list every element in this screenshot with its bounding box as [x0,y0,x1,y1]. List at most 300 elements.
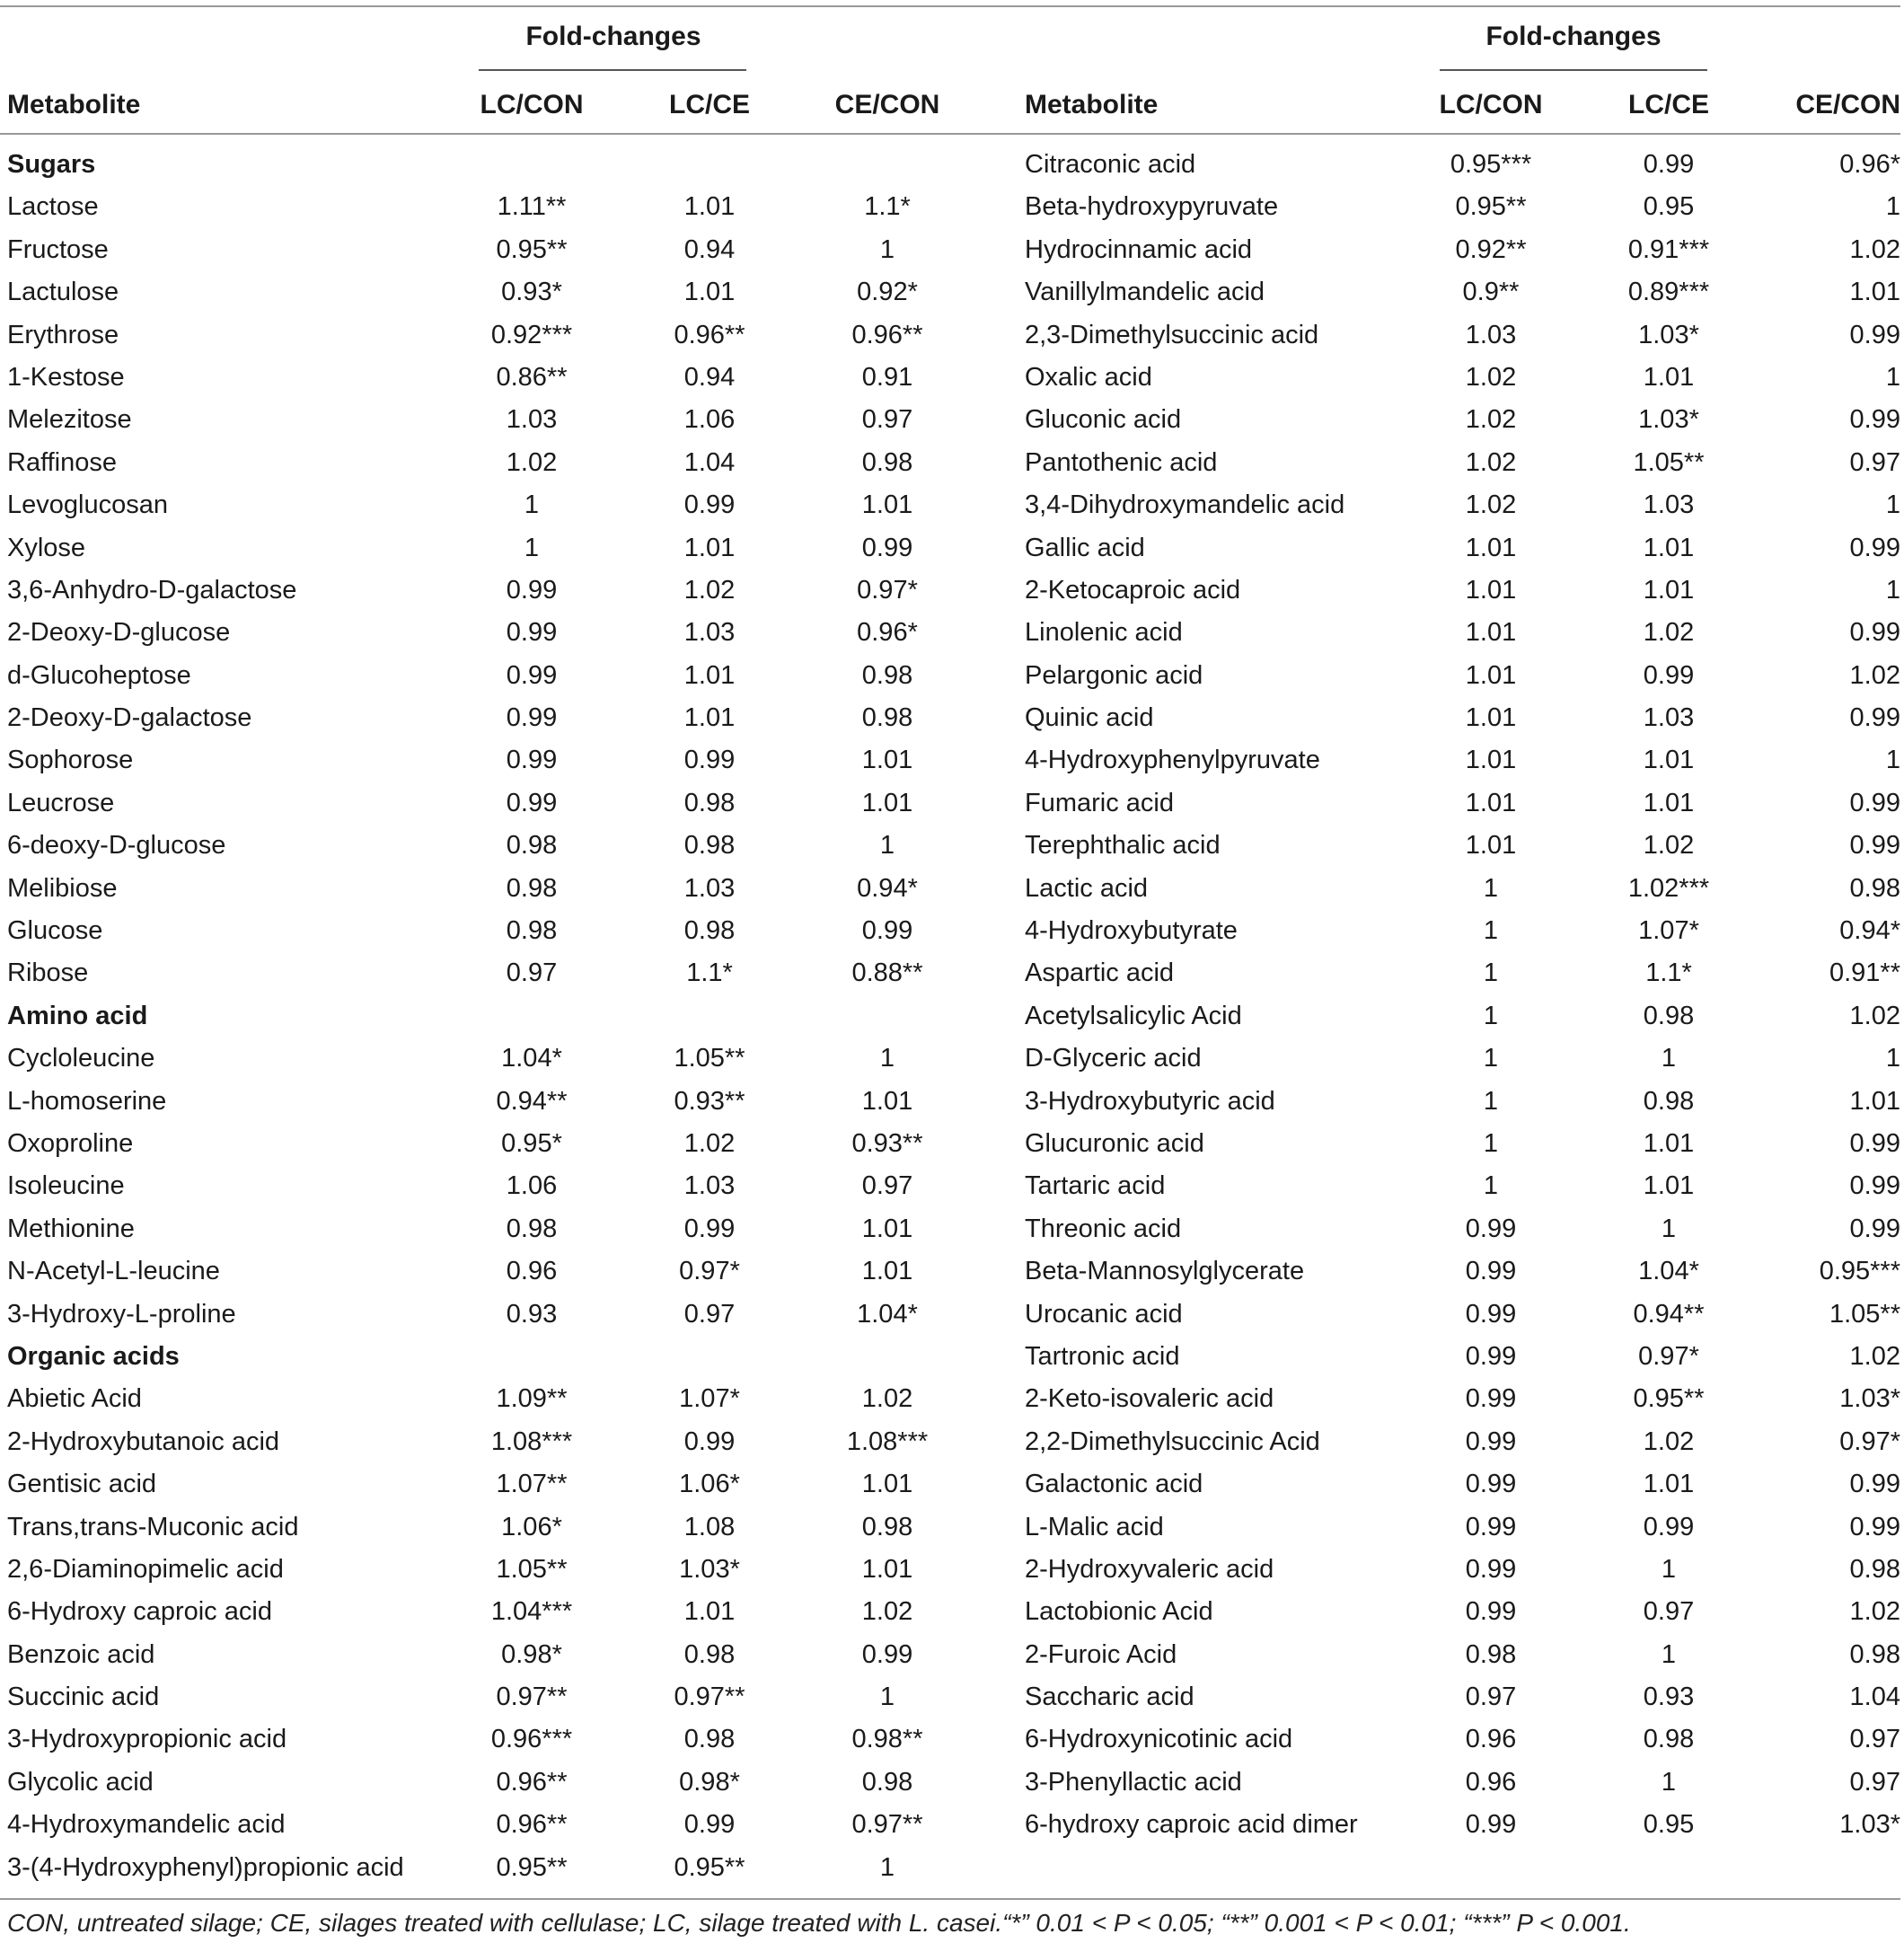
lc-con-value: 0.99 [506,703,558,733]
lc-con-value: 0.99 [506,788,558,817]
ce-con-value: 1.01 [861,1470,913,1499]
lc-con-value: 1.08*** [490,1426,573,1456]
ce-con-value: 1.01 [1849,278,1900,307]
ce-con-value: 0.97 [1849,1767,1900,1797]
ce-con-value: 0.99 [1849,1470,1900,1499]
lc-con-value: 1.01 [1465,575,1517,605]
lc-ce-header-left: LC/CE [669,90,750,119]
metabolite-name: 3,6-Anhydro-D-galactose [7,575,297,605]
header-rule [0,133,1900,135]
lc-ce-value: 1.03* [1638,320,1699,349]
metabolite-name: Benzoic acid [7,1639,155,1669]
fold-changes-rule-right [1440,69,1707,71]
metabolite-name: Linolenic acid [1025,618,1183,648]
metabolite-name: Raffinose [7,447,117,477]
lc-con-value: 1 [524,490,540,520]
lc-ce-value: 0.98 [1643,1001,1695,1030]
ce-con-value: 1.01 [861,1086,913,1116]
lc-con-value: 0.99 [1465,1554,1517,1584]
metabolite-name: Vanillylmandelic acid [1025,278,1265,307]
ce-con-value: 0.97 [861,1171,913,1201]
metabolite-name: Terephthalic acid [1025,831,1221,861]
metabolite-name: 2,3-Dimethylsuccinic acid [1025,320,1319,349]
ce-con-value: 0.97* [1839,1426,1900,1456]
lc-con-value: 1.02 [506,447,558,477]
ce-con-header-right: CE/CON [1795,90,1900,119]
lc-con-value: 1.01 [1465,831,1517,861]
ce-con-value: 0.99 [861,533,913,562]
lc-con-value: 0.99 [1465,1214,1517,1243]
metabolite-name: 2-Deoxy-D-glucose [7,618,231,648]
ce-con-value: 0.98 [861,447,913,477]
lc-con-value: 1.11** [497,192,567,222]
metabolite-name: Glycolic acid [7,1767,154,1797]
lc-ce-value: 1.07* [1638,916,1699,946]
lc-con-value: 0.98 [506,916,558,946]
ce-con-value: 1 [879,1852,895,1882]
lc-ce-value: 1.01 [683,278,736,307]
metabolite-name: 4-Hydroxyphenylpyruvate [1025,746,1320,775]
metabolite-name: 3-Phenyllactic acid [1025,1767,1242,1797]
lc-con-value: 0.92*** [490,320,573,349]
lc-ce-value [629,995,790,1038]
metabolite-name: Oxalic acid [1025,362,1152,392]
metabolite-name: Isoleucine [7,1171,125,1201]
lc-con-value [451,144,613,186]
lc-con-value: 0.96** [496,1767,568,1797]
lc-ce-value: 1 [1661,1767,1677,1797]
lc-con-value: 1 [1483,1128,1499,1158]
metabolite-name: Fructose [7,234,109,264]
fold-changes-label-left: Fold-changes [525,22,701,51]
metabolite-name: L-Malic acid [1025,1512,1164,1541]
lc-ce-value: 0.98 [683,916,736,946]
metabolite-name: Gallic acid [1025,533,1145,562]
metabolite-name: Acetylsalicylic Acid [1025,1001,1242,1030]
ce-con-value: 0.95*** [1819,1257,1900,1286]
metabolite-name: Citraconic acid [1025,150,1196,179]
metabolite-name: Melezitose [7,405,132,435]
lc-con-value: 1.02 [1465,490,1517,520]
ce-con-value: 0.98** [851,1725,923,1754]
ce-con-value: 1.05** [1829,1299,1900,1329]
metabolite-name: 2-Hydroxyvaleric acid [1025,1554,1274,1584]
metabolite-name: Tartaric acid [1025,1171,1166,1201]
ce-con-value: 0.98 [861,1512,913,1541]
metabolite-header-left: Metabolite [7,90,141,119]
left-lc-con-column [451,144,613,1889]
lc-ce-value: 1.01 [683,192,736,222]
metabolite-name: Gentisic acid [7,1470,157,1499]
ce-con-value: 0.94* [857,873,918,903]
metabolite-name: Beta-Mannosylglycerate [1025,1257,1305,1286]
lc-con-value: 1.01 [1465,703,1517,733]
lc-ce-value: 1.03* [1638,405,1699,435]
lc-con-value: 1.01 [1465,618,1517,648]
lc-ce-value: 0.94** [1633,1299,1705,1329]
lc-ce-value: 0.99 [683,746,736,775]
ce-con-value: 0.99 [861,1639,913,1669]
lc-ce-value: 1.02 [1643,1426,1695,1456]
lc-con-value: 0.95** [1455,192,1527,222]
lc-con-value: 0.98 [1465,1639,1517,1669]
ce-con-value: 0.94* [1839,916,1900,946]
metabolite-name: Trans,trans-Muconic acid [7,1512,299,1541]
lc-con-value: 0.99 [1465,1384,1517,1414]
lc-ce-value: 0.99 [683,1214,736,1243]
metabolite-name: Succinic acid [7,1682,160,1712]
lc-con-value: 0.95** [496,1852,568,1882]
lc-ce-value: 1.06 [683,405,736,435]
metabolite-name: Abietic Acid [7,1384,142,1414]
lc-ce-value: 0.93 [1643,1682,1695,1712]
lc-con-value: 1 [1483,958,1499,988]
lc-ce-value: 1.02*** [1627,873,1710,903]
metabolite-name: Erythrose [7,320,119,349]
ce-con-value: 1.02 [1849,660,1900,690]
lc-con-value: 0.93* [501,278,562,307]
metabolite-name: Threonic acid [1025,1214,1182,1243]
lc-ce-value: 1.04* [1638,1257,1699,1286]
lc-ce-value: 0.99 [683,1810,736,1840]
lc-con-value: 0.98 [506,831,558,861]
lc-ce-value: 1.01 [1643,362,1695,392]
lc-ce-value: 0.99 [683,490,736,520]
metabolite-name: 2-Deoxy-D-galactose [7,703,252,733]
ce-con-value: 1.08*** [846,1426,929,1456]
ce-con-value: 1.02 [1849,1341,1900,1371]
lc-ce-value: 1.01 [1643,575,1695,605]
metabolite-name: Methionine [7,1214,135,1243]
metabolite-name: 2,6-Diaminopimelic acid [7,1554,284,1584]
section-heading: Organic acids [7,1341,180,1371]
lc-con-value [451,1336,613,1378]
ce-con-value: 1.03* [1839,1384,1900,1414]
lc-ce-value: 1.03 [683,618,736,648]
lc-con-value: 1.03 [1465,320,1517,349]
metabolite-name: Pelargonic acid [1025,660,1203,690]
lc-ce-value: 0.98 [683,788,736,817]
ce-con-value: 1.01 [1849,1086,1900,1116]
ce-con-value: 1.01 [861,1214,913,1243]
ce-con-value: 0.97 [861,405,913,435]
ce-con-value: 0.98 [1849,1554,1900,1584]
ce-con-value: 1 [1885,192,1900,222]
ce-con-value: 1 [1885,746,1900,775]
ce-con-value: 0.99 [1849,405,1900,435]
lc-ce-value: 1.04 [683,447,736,477]
metabolite-name: Pantothenic acid [1025,447,1218,477]
lc-ce-value: 1.01 [683,660,736,690]
lc-con-value: 0.9** [1462,278,1520,307]
lc-ce-value: 1.05** [674,1044,745,1073]
lc-con-value: 1 [524,533,540,562]
lc-ce-value: 1.01 [683,1597,736,1627]
ce-con-value [807,995,968,1038]
lc-con-value: 1 [1483,1171,1499,1201]
ce-con-value: 1 [1885,362,1900,392]
lc-ce-value: 1 [1661,1554,1677,1584]
lc-ce-value: 1.01 [1643,746,1695,775]
lc-con-value: 1 [1483,1086,1499,1116]
lc-ce-value: 1.02 [683,1128,736,1158]
metabolite-name: Lactose [7,192,99,222]
metabolite-header-right: Metabolite [1025,90,1159,119]
lc-con-value: 1 [1483,1044,1499,1073]
lc-con-value: 1.03 [506,405,558,435]
lc-con-value: 1.02 [1465,362,1517,392]
metabolite-name: Lactobionic Acid [1025,1597,1213,1627]
ce-con-value: 0.99 [1849,320,1900,349]
lc-ce-value: 0.95 [1643,192,1695,222]
lc-ce-value: 1 [1661,1044,1677,1073]
ce-con-value: 0.98 [861,703,913,733]
lc-ce-value: 1.03 [1643,703,1695,733]
lc-ce-value: 0.98 [683,1725,736,1754]
lc-con-value: 0.99 [506,746,558,775]
metabolite-name: 2-Furoic Acid [1025,1639,1177,1669]
lc-ce-value: 1.02 [1643,618,1695,648]
lc-ce-value: 1.06* [679,1470,740,1499]
lc-con-value: 1.04* [501,1044,562,1073]
ce-con-value: 0.99 [1849,788,1900,817]
metabolite-name: 6-Hydroxy caproic acid [7,1597,272,1627]
lc-ce-value: 1.05** [1633,447,1705,477]
ce-con-value: 1.02 [1849,1001,1900,1030]
metabolite-name: 3-(4-Hydroxyphenyl)propionic acid [7,1852,404,1882]
lc-ce-value: 1.01 [1643,533,1695,562]
ce-con-value: 0.88** [851,958,923,988]
lc-con-value: 1 [1483,1001,1499,1030]
ce-con-value: 0.98 [1849,1639,1900,1669]
lc-ce-value: 0.98 [1643,1086,1695,1116]
lc-ce-value: 1 [1661,1214,1677,1243]
lc-con-value: 0.96 [1465,1767,1517,1797]
lc-con-value: 1.01 [1465,788,1517,817]
ce-con-value: 1.1* [864,192,911,222]
ce-con-value: 0.91 [861,362,913,392]
metabolite-name: Melibiose [7,873,118,903]
ce-con-value: 0.97 [1849,447,1900,477]
metabolite-name: 4-Hydroxybutyrate [1025,916,1238,946]
ce-con-value: 0.97** [851,1810,923,1840]
fold-changes-label-right: Fold-changes [1485,22,1662,51]
metabolite-name: Quinic acid [1025,703,1154,733]
fold-changes-rule-left [479,69,746,71]
lc-ce-value: 1.07* [679,1384,740,1414]
lc-ce-value: 0.98 [683,1639,736,1669]
ce-con-value: 0.99 [1849,831,1900,861]
lc-con-value: 1 [1483,873,1499,903]
lc-con-value: 0.97 [1465,1682,1517,1712]
lc-con-value: 0.98 [506,873,558,903]
lc-con-value: 0.99 [1465,1810,1517,1840]
metabolite-name: Aspartic acid [1025,958,1175,988]
ce-con-value: 0.93** [851,1128,923,1158]
metabolite-name: 2,2-Dimethylsuccinic Acid [1025,1426,1320,1456]
metabolite-name: 3-Hydroxypropionic acid [7,1725,287,1754]
ce-con-value: 1.02 [1849,234,1900,264]
ce-con-value [807,1336,968,1378]
lc-ce-value: 0.98 [1643,1725,1695,1754]
bottom-rule [0,1898,1900,1900]
ce-con-value: 0.99 [1849,1214,1900,1243]
ce-con-value: 1.02 [861,1384,913,1414]
lc-ce-value: 0.97 [683,1299,736,1329]
metabolite-name: Lactulose [7,278,119,307]
lc-con-value: 0.95*** [1450,150,1532,179]
lc-ce-value: 1 [1661,1639,1677,1669]
metabolite-name: 3-Hydroxy-L-proline [7,1299,236,1329]
lc-ce-value: 0.93** [674,1086,745,1116]
left-metabolite-column [0,144,503,1889]
ce-con-value: 0.99 [1849,533,1900,562]
lc-ce-value: 1.02 [683,575,736,605]
lc-ce-value [629,144,790,186]
metabolite-name: Sophorose [7,746,134,775]
ce-con-value: 1.02 [861,1597,913,1627]
lc-ce-value: 0.95** [1633,1384,1705,1414]
top-rule [0,5,1900,7]
ce-con-value: 0.99 [1849,1171,1900,1201]
lc-con-value: 1.06* [501,1512,562,1541]
lc-con-value: 0.98* [501,1639,562,1669]
lc-ce-value: 1.02 [1643,831,1695,861]
lc-ce-value: 1.01 [1643,1470,1695,1499]
metabolite-name: d-Glucoheptose [7,660,191,690]
lc-ce-value: 0.96** [674,320,745,349]
ce-con-value: 0.99 [1849,618,1900,648]
lc-con-value: 0.97 [506,958,558,988]
lc-ce-value: 1.03* [679,1554,740,1584]
lc-con-value: 0.99 [1465,1597,1517,1627]
section-heading: Sugars [7,150,96,179]
lc-con-value [451,995,613,1038]
lc-ce-value: 0.94 [683,362,736,392]
lc-ce-value: 0.95 [1643,1810,1695,1840]
ce-con-value: 0.98 [1849,873,1900,903]
right-lc-ce-column [1588,144,1750,1847]
metabolite-name: Lactic acid [1025,873,1149,903]
lc-con-value: 0.96 [1465,1725,1517,1754]
ce-con-value: 1.04 [1849,1682,1900,1712]
metabolite-name: Hydrocinnamic acid [1025,234,1253,264]
lc-con-value: 0.92** [1455,234,1527,264]
metabolite-name: D-Glyceric acid [1025,1044,1202,1073]
lc-ce-value: 1.01 [683,533,736,562]
ce-con-value: 1 [1885,575,1900,605]
ce-con-value: 0.97* [857,575,918,605]
lc-ce-value: 0.91*** [1627,234,1710,264]
ce-con-value: 1.03* [1839,1810,1900,1840]
ce-con-value: 1.01 [861,1257,913,1286]
lc-con-value: 0.99 [1465,1341,1517,1371]
lc-con-value: 1 [1483,916,1499,946]
metabolite-name: Galactonic acid [1025,1470,1203,1499]
lc-ce-value: 0.97* [679,1257,740,1286]
ce-con-value: 1 [879,1682,895,1712]
metabolite-name: L-homoserine [7,1086,167,1116]
metabolite-name: Leucrose [7,788,115,817]
lc-ce-value: 1.01 [1643,1171,1695,1201]
lc-con-value: 1.07** [496,1470,568,1499]
metabolite-name: Oxoproline [7,1128,134,1158]
ce-con-value [807,144,968,186]
metabolite-name: Gluconic acid [1025,405,1182,435]
ce-con-value: 1.01 [861,746,913,775]
lc-ce-value: 0.97* [1638,1341,1699,1371]
metabolite-name: Glucuronic acid [1025,1128,1204,1158]
lc-con-value: 0.99 [1465,1257,1517,1286]
metabolite-name: Urocanic acid [1025,1299,1183,1329]
lc-con-value: 0.99 [1465,1426,1517,1456]
ce-con-value: 1.01 [861,490,913,520]
lc-con-value: 0.99 [1465,1299,1517,1329]
lc-con-value: 0.96** [496,1810,568,1840]
right-lc-con-column [1410,144,1572,1847]
lc-con-value: 1.05** [496,1554,568,1584]
ce-con-value: 0.99 [861,916,913,946]
ce-con-value: 1 [879,1044,895,1073]
lc-con-value: 0.99 [1465,1470,1517,1499]
lc-con-value: 0.99 [506,618,558,648]
left-ce-con-column [807,144,968,1889]
lc-con-value: 0.96 [506,1257,558,1286]
lc-ce-value: 0.99 [1643,150,1695,179]
lc-ce-value: 0.98* [679,1767,740,1797]
metabolite-name: 2-Keto-isovaleric acid [1025,1384,1274,1414]
lc-con-value: 0.99 [506,660,558,690]
lc-con-value: 0.94** [496,1086,568,1116]
ce-con-value: 1.01 [861,1554,913,1584]
metabolite-name: Beta-hydroxypyruvate [1025,192,1279,222]
left-lc-ce-column [629,144,790,1889]
lc-con-value: 0.93 [506,1299,558,1329]
ce-con-value: 0.98 [861,660,913,690]
lc-con-value: 1.01 [1465,746,1517,775]
right-ce-con-column [1766,144,1900,1847]
lc-con-value: 1.01 [1465,660,1517,690]
metabolite-name: Saccharic acid [1025,1682,1194,1712]
lc-ce-value: 1.03 [1643,490,1695,520]
ce-con-value: 0.97 [1849,1725,1900,1754]
ce-con-value: 1 [1885,1044,1900,1073]
lc-con-value: 0.95** [496,234,568,264]
ce-con-value: 1 [879,831,895,861]
lc-ce-value: 0.99 [1643,660,1695,690]
metabolite-name: Ribose [7,958,89,988]
lc-ce-value: 0.99 [1643,1512,1695,1541]
lc-ce-value: 0.99 [683,1426,736,1456]
metabolite-name: 2-Ketocaproic acid [1025,575,1241,605]
lc-ce-value: 0.95** [674,1852,745,1882]
lc-ce-value: 0.97 [1643,1597,1695,1627]
ce-con-value: 1 [879,234,895,264]
lc-ce-value: 1.01 [1643,1128,1695,1158]
lc-con-value: 1.02 [1465,405,1517,435]
lc-ce-header-right: LC/CE [1628,90,1709,119]
ce-con-value: 0.99 [1849,703,1900,733]
lc-ce-value: 0.89*** [1627,278,1710,307]
lc-ce-value: 0.97** [674,1682,745,1712]
lc-con-value: 0.99 [506,575,558,605]
ce-con-value: 1.02 [1849,1597,1900,1627]
lc-con-value: 1.02 [1465,447,1517,477]
metabolite-name: 3,4-Dihydroxymandelic acid [1025,490,1345,520]
ce-con-value: 0.92* [857,278,918,307]
section-heading: Amino acid [7,1001,148,1030]
metabolite-name: 4-Hydroxymandelic acid [7,1810,286,1840]
